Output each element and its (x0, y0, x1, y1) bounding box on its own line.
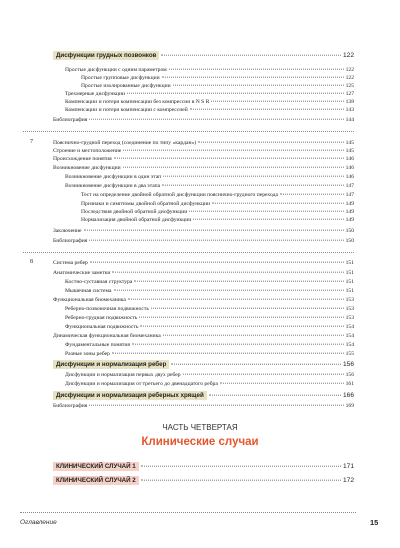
toc-entry-title: Дисфункции грудных позвонков (53, 51, 159, 60)
toc-entry-title: Заключение (53, 228, 82, 234)
toc-entry-title: Мышечная система (65, 288, 112, 294)
toc-entry-page: 146 (345, 174, 354, 180)
toc-entry-title: Возникновение дисфункции в два этапа (65, 183, 161, 189)
page-number: 15 (370, 518, 379, 527)
toc-entry-page: 156 (342, 361, 354, 368)
toc-entry-page: 153 (345, 297, 354, 303)
toc-entry[interactable] (65, 99, 354, 106)
toc-entry-page: 154 (345, 324, 354, 330)
toc-entry-title: Происхождение понятия (53, 156, 112, 162)
toc-entry-page: 150 (345, 238, 354, 244)
toc-entry[interactable] (65, 107, 354, 114)
toc-entry-page: 161 (345, 381, 354, 387)
toc-entry[interactable] (65, 306, 354, 313)
toc-entry-page: 150 (345, 228, 354, 234)
toc-entry-heading[interactable] (53, 391, 354, 400)
toc-entry-title: Реберно-позвоночная подвижность (65, 306, 149, 312)
toc-entry-title: Компенсации и потери компенсации без компрессии в N S R (65, 99, 210, 105)
toc-entry[interactable] (65, 324, 354, 331)
toc-entry-title: Система ребер (53, 260, 88, 266)
toc-entry-heading[interactable] (53, 360, 354, 369)
toc-entry-title: Простые групповые дисфункции (81, 75, 160, 81)
toc-entry[interactable] (81, 75, 354, 82)
toc-entry-title: Функциональная биомеханика (53, 297, 126, 303)
toc-entry[interactable] (81, 192, 354, 199)
toc-entry-page: 127 (345, 91, 354, 97)
toc-entry-page: 125 (345, 83, 354, 89)
toc-entry-page: 143 (345, 107, 354, 113)
toc-entry-case[interactable] (53, 462, 354, 471)
part-title: Клинические случаи (141, 436, 259, 448)
toc-entry-title: Возникновение дисфункции в один этап (65, 174, 162, 180)
toc-entry-title: Возникновение дисфункции (53, 165, 121, 171)
toc-entry-title: Пояснично-грудной переход (соединение по типу «кардан») (53, 140, 197, 146)
toc-entry-title: КЛИНИЧЕСКИЙ СЛУЧАЙ 1 (53, 462, 139, 471)
toc-entry-page: 154 (345, 333, 354, 339)
toc-entry[interactable] (53, 403, 354, 410)
toc-entry-title: Реберно-грудная подвижность (65, 315, 138, 321)
toc-entry-title: Признаки и симптомы двойной обратной дисфункции (81, 201, 210, 207)
separator (23, 252, 354, 253)
toc-entry-title: Библиография (53, 238, 88, 244)
toc-entry-page: 169 (345, 403, 354, 409)
toc-entry-page: 156 (345, 372, 354, 378)
toc-entry-heading[interactable] (53, 51, 354, 60)
separator (23, 131, 354, 132)
chapter-number: 8 (30, 259, 33, 265)
toc-entry[interactable] (65, 91, 354, 98)
toc-entry-title: Динамическая функциональная биомеханика (53, 333, 161, 339)
toc-entry-page: 151 (345, 279, 354, 285)
toc-entry[interactable] (65, 174, 354, 181)
toc-entry-page: 154 (345, 342, 354, 348)
toc-entry-page: 149 (345, 201, 354, 207)
toc-entry[interactable] (65, 381, 354, 388)
toc-entry-title: Фундаментальные понятия (65, 342, 130, 348)
toc-entry-page: 144 (345, 117, 354, 123)
toc-entry-title: Библиография (53, 117, 88, 123)
toc-entry-title: Функциональная подвижность (65, 324, 139, 330)
toc-entry[interactable] (65, 288, 354, 295)
toc-entry[interactable] (53, 260, 354, 267)
toc-entry-page: 147 (345, 183, 354, 189)
toc-entry[interactable] (65, 315, 354, 322)
toc-entry[interactable] (81, 201, 354, 208)
toc-entry-page: 149 (345, 217, 354, 223)
toc-entry-page: 166 (342, 392, 354, 399)
toc-entry[interactable] (53, 270, 354, 277)
footer-section-label: Оглавление (20, 519, 57, 526)
toc-entry-page: 145 (345, 148, 354, 154)
toc-entry-title: Нормализация двойной обратной дисфункции (81, 217, 192, 223)
toc-entry[interactable] (81, 217, 354, 224)
toc-entry[interactable] (81, 209, 354, 216)
chapter-number: 7 (30, 139, 33, 145)
toc-entry[interactable] (53, 156, 354, 163)
toc-entry-case[interactable] (53, 476, 354, 485)
toc-entry-page: 149 (345, 209, 354, 215)
toc-entry[interactable] (65, 279, 354, 286)
toc-entry[interactable] (53, 148, 354, 155)
toc-entry-page: 147 (345, 192, 354, 198)
toc-entry-title: Дисфункции и нормализация ребер (53, 360, 169, 369)
toc-entry-page: 172 (342, 477, 354, 484)
toc-entry-page: 151 (345, 288, 354, 294)
toc-entry-page: 122 (345, 75, 354, 81)
toc-entry-page: 146 (345, 165, 354, 171)
toc-entry[interactable] (53, 117, 354, 124)
toc-entry-page: 155 (345, 351, 354, 357)
toc-entry[interactable] (65, 372, 354, 379)
toc-entry-title: Компенсации и потери компенсации с компрессией (65, 107, 188, 113)
toc-entry-page: 171 (342, 463, 354, 470)
toc-entry-title: Последствия двойной обратной дисфункции (81, 209, 188, 215)
toc-entry[interactable] (53, 297, 354, 304)
toc-entry-title: Разные зоны ребер (65, 351, 110, 357)
part-label: ЧАСТЬ ЧЕТВЕРТАЯ (162, 423, 238, 432)
toc-entry[interactable] (65, 342, 354, 349)
toc-entry-title: Строение и местоположение (53, 148, 122, 154)
toc-entry-page: 151 (345, 270, 354, 276)
toc-entry[interactable] (53, 228, 354, 235)
toc-entry-title: Простые дисфункции с одним параметром (65, 67, 167, 73)
toc-entry[interactable] (81, 83, 354, 90)
toc-entry-title: Простые изолированные дисфункции (81, 83, 171, 89)
toc-entry[interactable] (65, 183, 354, 190)
toc-entry-page: 122 (342, 52, 354, 59)
toc-entry-page: 151 (345, 260, 354, 266)
toc-entry[interactable] (53, 165, 354, 172)
toc-entry-title: Трехмерные дисфункции (65, 91, 126, 97)
toc-entry-title: Тест на определение двойной обратной дисфункции пояснично-грудного перехода (81, 192, 278, 198)
toc-entry-title: КЛИНИЧЕСКИЙ СЛУЧАЙ 2 (53, 476, 139, 485)
toc-entry-page: 146 (345, 156, 354, 162)
toc-entry[interactable] (65, 351, 354, 358)
toc-entry-title: Библиография (53, 403, 88, 409)
toc-entry-page: 153 (345, 306, 354, 312)
toc-entry[interactable] (53, 333, 354, 340)
toc-entry-title: Анатомические заметки (53, 270, 111, 276)
toc-entry[interactable] (53, 140, 354, 147)
toc-entry[interactable] (53, 238, 354, 245)
toc-entry-title: Дисфункции и нормализация первых двух ребер (65, 372, 181, 378)
toc-entry-title: Дисфункции и нормализация от третьего до двенадцатого ребра (65, 381, 218, 387)
footer-rule (20, 512, 356, 513)
toc-entry-page: 138 (345, 99, 354, 105)
toc-entry-title: Дисфункции и нормализация реберных хрящей (53, 391, 207, 400)
toc-entry-page: 153 (345, 315, 354, 321)
toc-entry[interactable] (65, 67, 354, 74)
toc-entry-title: Костно-суставная структура (65, 279, 133, 285)
toc-entry-page: 145 (345, 140, 354, 146)
toc-entry-page: 122 (345, 67, 354, 73)
